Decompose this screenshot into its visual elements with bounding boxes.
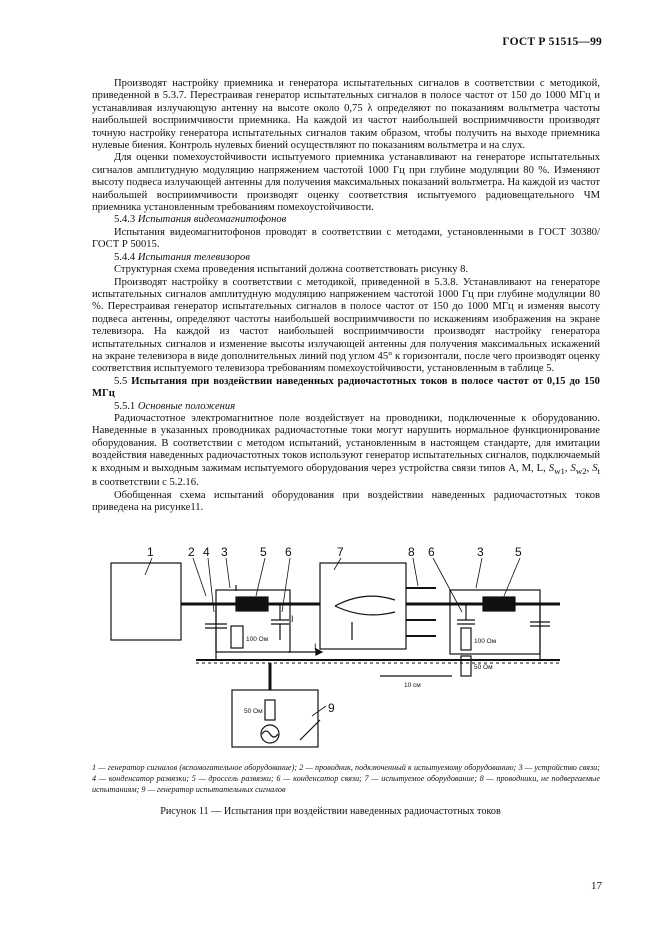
- separator: ,: [586, 462, 593, 474]
- auxiliary-generator-box: [111, 563, 181, 640]
- symbol-subscript: t: [597, 465, 601, 476]
- section-number: 5.4.3: [114, 214, 136, 226]
- paragraph: Для оценки помехоустойчивости испытуемого приемника устанавливают на генераторе испытательных сигналов амплитудную модуляцию напряжением частотой 1000 Гц при глубине модуляции 80 %. Изменяют высоту подвеса излучающей антенны для получения максимальных показаний вольтметра. На каждой из частот наибольшей восприимчивости производят оценку соответствия испытуемого радиовещательного ЧМ приемника установленным требованиям помехоустойчивости.: [92, 152, 600, 214]
- document-code: ГОСТ Р 51515—99: [502, 36, 602, 48]
- figure-label: 2: [188, 545, 195, 559]
- eut-signal-curve: [335, 596, 395, 615]
- figure-label: 8: [408, 545, 415, 559]
- symbol-subscript: w2: [575, 465, 587, 476]
- figure-label: 1: [147, 545, 154, 559]
- symbol-subscript: w1: [554, 465, 565, 476]
- figure-label: 3: [477, 545, 484, 559]
- symbol: S: [548, 462, 555, 474]
- paragraph-text: в соответствии с 5.2.16.: [92, 477, 199, 489]
- section-number: 5.4.4: [114, 251, 136, 263]
- equipment-under-test-box: [320, 563, 406, 649]
- figure-label: 5: [260, 545, 267, 559]
- figure-label: 6: [285, 545, 292, 559]
- current-label: I: [314, 642, 317, 652]
- paragraph-text: Радиочастотное электромагнитное поле воздействует на проводники, подключенные к оборудованию. Наведенные в указанных проводниках радиочастотные токи могут нарушить нормальное функционирование оборудования. В соответствии с методом испытаний, установленным в настоящем стандарте, для имитации воздействия наведенных радиочастотных токов используют генератор испытательных сигналов, подключаемый к входным и выходным зажимам испытуемого оборудования через устройства связи типов А, М, L,: [92, 412, 600, 474]
- paragraph: Испытания видеомагнитофонов проводят в соответствии с методами, установленными в ГОСТ 30380/ГОСТ Р 50015.: [92, 226, 600, 251]
- current-label-small: I: [291, 614, 294, 624]
- resistor-50-bottom: [265, 700, 275, 720]
- paragraph: Обобщенная схема испытаний оборудования при воздействии наведенных радиочастотных токов приведена на рисунке11.: [92, 489, 600, 513]
- resistor-label: 100 Ом: [474, 638, 497, 645]
- figure-label: 5: [515, 545, 522, 559]
- distance-label: 10 см: [404, 682, 421, 689]
- decoupling-choke-left: [236, 597, 268, 611]
- decoupling-choke-right: [483, 597, 515, 611]
- symbol: S: [592, 462, 598, 474]
- section-title: Основные положения: [137, 400, 236, 412]
- page-number: 17: [591, 880, 602, 892]
- figure-label: 4: [203, 545, 210, 559]
- figure-label: 9: [328, 701, 335, 715]
- paragraph: Производят настройку приемника и генератора испытательных сигналов в соответствии с методикой, приведенной в 5.3.7. Перестраивая генератор испытательных сигналов в полосе частот от 150 до 1000 МГц и устанавливая излучающую антенну на высоте около 0,75 λ определяют по показаниям вольтметра частоты наибольшей восприимчивости приемника. На каждой из частот наибольшей восприимчивости производят точную настройку генератора испытательных сигналов таким образом, чтобы получить на выходе приемника нулевые биения. Контроль нулевых биений осуществляют по показаниям вольтметра и на слух.: [92, 78, 600, 152]
- section-number: 5.5: [114, 375, 128, 387]
- section-title: Испытания телевизоров: [137, 251, 250, 263]
- resistor-100-right: [461, 628, 471, 650]
- figure-caption: 1 — генератор сигналов (вспомогательное оборудование); 2 — проводник, подключенный к испытуемому оборудованию; 3 — устройство связи; 4 — конденсатор развязки; 5 — дроссель развязки; 6 — конденсатор связи; 7 — испытуемое оборудование; 8 — проводники, не подвергаемые испытаниям; 9 — генератор испытательных сигналов: [92, 763, 600, 794]
- paragraph: Производят настройку в соответствии с методикой, приведенной в 5.3.8. Устанавливают на генераторе испытательных сигналов амплитудную модуляцию напряжением частотой 1000 Гц при глубине модуляции 80 %. Перестраивая генератор испытательных сигналов в полосе частот от 150 до 1000 МГц и изменяя высоту подвеса антенны, определяют частоты наибольшей восприимчивости по искажениям изображения на экране телевизора. На каждой из частот наибольшей восприимчивости производят настройку генератора испытательных сигналов и изменение высоты излучающей антенны для получения максимальных искажений на экране телевизора в виде дополнительных линий под углом 45° к горизонтали, после чего производят оценку соответствия испытуемого телевизора требованиям помехоустойчивости, установленным в таблице 5.: [92, 276, 600, 375]
- resistor-label: 100 Ом: [246, 636, 269, 643]
- resistor-100-left: [231, 626, 243, 648]
- resistor-label: 50 Ом: [474, 664, 493, 671]
- section-title: Испытания при воздействии наведенных радиочастотных токов в полосе частот от 0,15 до 150 МГц: [92, 375, 600, 400]
- figure-label: 6: [428, 545, 435, 559]
- figure-label: 3: [221, 545, 228, 559]
- resistor-label: 50 Ом: [244, 708, 263, 715]
- paragraph: Структурная схема проведения испытаний должна соответствовать рисунку 8.: [114, 264, 469, 276]
- separator: ,: [564, 462, 571, 474]
- symbol: S: [570, 462, 576, 474]
- figure-title: Рисунок 11 — Испытания при воздействии наведенных радиочастотных токов: [160, 806, 501, 817]
- figure-label: 7: [337, 545, 344, 559]
- section-number: 5.5.1: [114, 400, 136, 412]
- section-title: Испытания видеомагнитофонов: [137, 214, 287, 226]
